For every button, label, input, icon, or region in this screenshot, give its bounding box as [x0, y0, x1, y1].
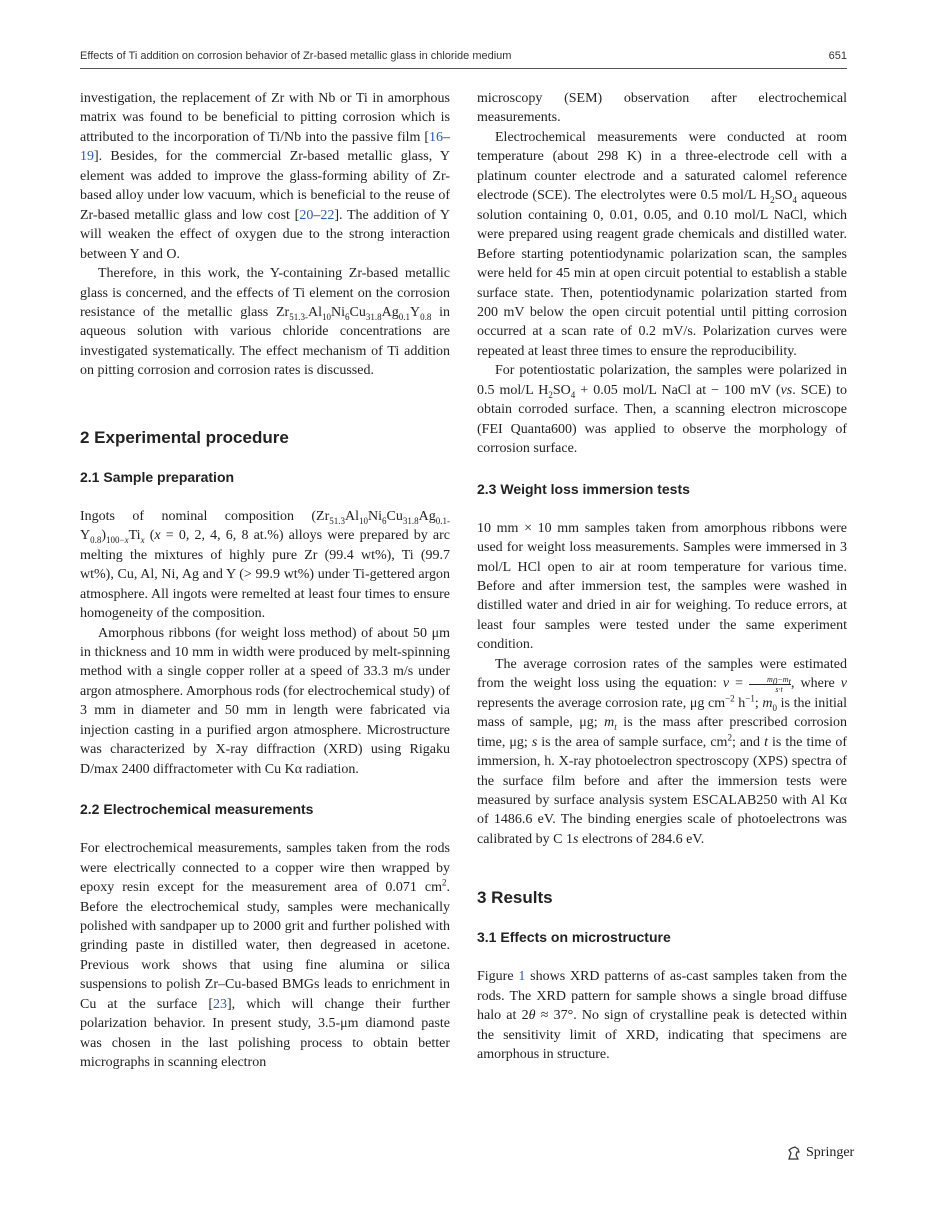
section-heading: 3 Results [477, 888, 553, 908]
paragraph: For potentiostatic polarization, the samples were polarized in 0.5 mol/L $H_2SO_4 + 0.05$ mol/L NaCl at − 100 mV (vs. SCE) to obtain corroded surface. Then, a scanning electron microscope (FEI Quanta600) was applied to observe the morphology of corrosion surface. [477, 363, 848, 457]
paragraph: 10 mm × 10 mm samples taken from amorphous ribbons were used for weight loss measurements. Samples were immersed in 3 mol/L HCl open to air at room temperature for various time. Before and after immersion test, the samples were washed in distilled water and dried in air for weighing. To reduce errors, at least four samples were tested under the same experiment condition. [477, 520, 847, 653]
paragraph: For electrochemical measurements, samples taken from the rods were electrically connected to a copper wire then wrapped by epoxy resin except for the measurement area of 0.071 $cm^2$. Before the electrochemical study, samples were mechanically polished with sandpaper up to 2000 grit and further polished with grinding paste in distilled water, then degreased in acetone. Previous work shows that using fine alumina or silica suspensions to polish Zr–Cu-based BMGs leads to enrichment in Cu at the surface [23], which will change their further polarization behavior. In present study, 3.5-μm diamond paste was chosen in the last polishing process to obtain better micrographs in scanning electron [80, 841, 451, 1071]
publisher-name: Springer [806, 1145, 855, 1160]
paragraph: Ingots of nominal composition $(Zr_{51.3}Al_{10}Ni_6Cu_{31.8}Ag_{0.1-}Y_{0.8})_{100-x}Ti_x$ (x = 0, 2, 4, 6, 8 at.%) alloys were prepared by arc melting the mixtures of highly pure Zr (99.4 wt%), Ti (99.7 wt%), Cu, Al, Ni, Ag and Y (> 99.9 wt%) under Ti-gettered argon atmosphere. All ingots were remelted at least four times to ensure homogeneity of the composition. [80, 508, 450, 622]
left-column [80, 89, 450, 1073]
citation-link[interactable]: 16 [429, 129, 443, 145]
paragraph: Figure 1 shows XRD patterns of as-cast samples taken from the rods. The XRD pattern for sample shows a single broad diffuse halo at 2θ ≈ 37°. No sign of crystalline peak is detected within the sensitivity limit of XRD, indicating that specimens are amorphous in structure. [477, 969, 847, 1063]
paragraph: Therefore, in this work, the Y-containing Zr-based metallic glass is concerned, and the effects of Ti element on the corrosion resistance of the metallic glass $Zr_{51.3-}Al_{10}Ni_6Cu_{31.8}Ag_{0.1}Y_{0.8}$ in aqueous solution with various chloride concentrations are investigated systematically. The effect mechanism of Ti addition on pitting corrosion and corrosion rates is discussed. [80, 266, 451, 379]
publisher-footer [786, 1145, 854, 1161]
running-title: Effects of Ti addition on corrosion behavior of Zr-based metallic glass in chloride medium [80, 50, 512, 62]
paragraph: Electrochemical measurements were conducted at room temperature (about 298 K) in a three-electrode cell with a platinum counter electrode and a saturated calomel reference electrode (SCE). The electrolytes were 0.5 mol/L $H_2SO_4$ aqueous solution containing 0, 0.01, 0.05, and 0.10 mol/L NaCl, which were prepared using reagent grade chemicals and distilled water. Before starting potentiodynamic polarization scan, the samples were held for 45 min at open circuit potential to establish a stable surface state. Then, potentiodynamic polarization started from 200 mV below the open circuit potential until pitting corrosion occurred at a scan rate of 0.2 mV/s. Polarization curves were repeated at least three times to ensure the reproducibility. [477, 129, 847, 359]
subsection-heading: 2.3 Weight loss immersion tests [477, 480, 690, 497]
citation-link[interactable]: 23 [213, 996, 227, 1012]
citation-link[interactable]: 22 [320, 207, 335, 223]
right-column [477, 89, 847, 1065]
citation-link[interactable]: 1 [518, 969, 526, 985]
running-header [80, 50, 847, 69]
citation-link[interactable]: 19 [80, 149, 94, 165]
subsection-heading: 3.1 Effects on microstructure [477, 929, 671, 946]
springer-horse-icon [786, 1145, 802, 1161]
subsection-heading: 2.2 Electrochemical measurements [80, 801, 314, 818]
subsection-heading: 2.1 Sample preparation [80, 468, 235, 485]
section-heading: 2 Experimental procedure [80, 427, 289, 447]
citation-link[interactable]: 20 [299, 207, 314, 223]
paragraph: investigation, the replacement of Zr with Nb or Ti in amorphous matrix was found to be beneficial to pitting corrosion which is attributed to the incorporation of Ti/Nb into the passive film [16–19]. Besides, for the commercial Zr-based metallic glass, Y element was added to improve the glass-forming ability of Zr-based alloy under low vacuum, which is beneficial to the reuse of Zr-based metallic glass and low cost [20–22]. The addition of Y will weaken the effect of oxygen due to the strong interaction between Y and O. [80, 91, 450, 262]
page-number: 651 [828, 50, 847, 62]
paragraph: Amorphous ribbons (for weight loss method) of about 50 μm in thickness and 10 mm in width were produced by melt-spinning method with a single copper roller at a speed of 33.3 m/s under argon atmosphere. Amorphous rods (for electrochemical study) of 3 mm in diameter and 50 mm in length were fabricated via injection casting in a purified argon atmosphere. Microstructure was characterized by X-ray diffraction (XRD) using Rigaku D/max 2400 diffractometer with Cu Kα radiation. [80, 625, 450, 777]
paragraph: The average corrosion rates of the samples were estimated from the weight loss using the equation: v = $\frac{m_0-m_t}{s\cdot t}$ , where v represents the average corrosion rate, μg $cm^{-2}$ $h^{-1}$; $m_0$ is the initial mass of sample, μg; $m_t$ is the mass after prescribed corrosion time, μg; s is the area of sample surface, $cm^2$; and t is the time of immersion, h. X-ray photoelectron spectroscopy (XPS) spectra of the surface film before and after the immersion tests were measured by surface analysis system ESCALAB250 with Al Kα of 1486.6 eV. The binding energies scale of photoelectrons was calibrated by C 1s electrons of 284.6 eV. [477, 656, 848, 847]
paragraph: microscopy (SEM) observation after electrochemical measurements. [477, 91, 847, 126]
